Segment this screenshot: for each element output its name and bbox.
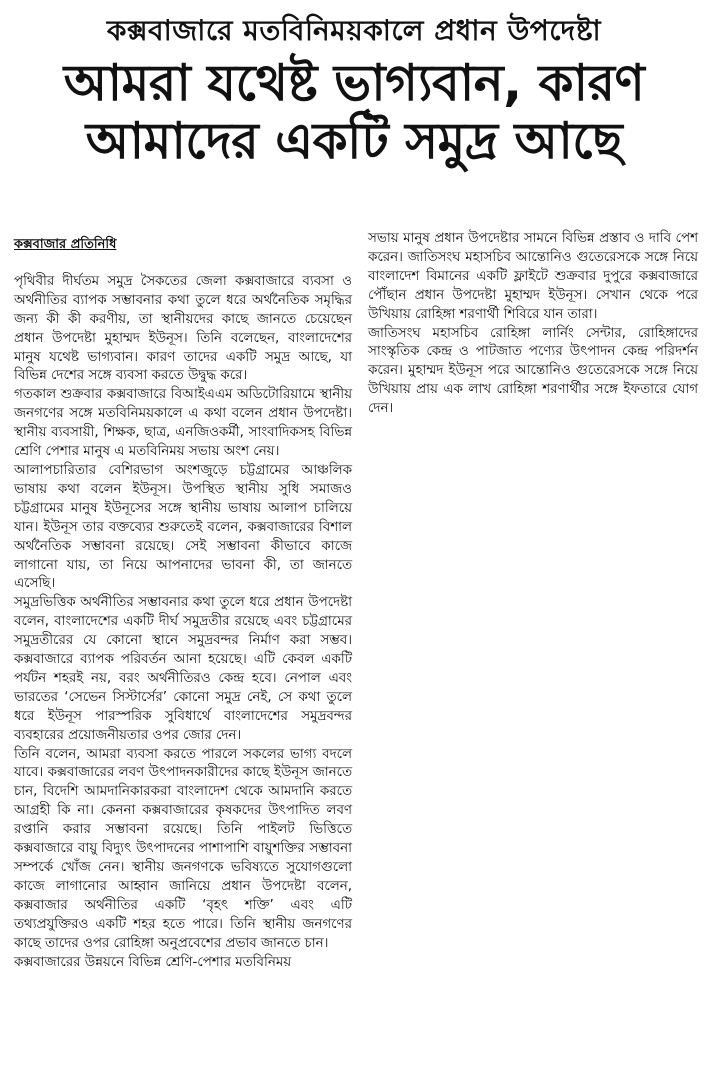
headline-line-1: আমরা যথেষ্ট ভাগ্যবান, কারণ bbox=[63, 54, 645, 112]
main-headline bbox=[6, 54, 702, 170]
paragraph: জাতিসংঘ মহাসচিব রোহিঙ্গা লার্নিং সেন্টার, রোহিঙ্গাদের সাংস্কৃতিক কেন্দ্র ও পাটজাত পণ্যের উৎপাদন কেন্দ্র পরিদর্শন করেন। মুহাম্মদ ইউনূস পরে আন্তোনিও গুতেরেসকে সঙ্গে নিয়ে উখিয়ায় প্রায় এক লাখ রোহিঙ্গা শরণার্থীর সঙ্গে ইফতারে যোগ দেন। bbox=[368, 325, 698, 417]
paragraph: সমুদ্রভিত্তিক অর্থনীতির সম্ভাবনার কথা তুলে ধরে প্রধান উপদেষ্টা বলেন, বাংলাদেশের একটি দীর্ঘ সমুদ্রতীর রয়েছে এবং চট্টগ্রামের সমুদ্রতীরের যে কোনো স্থানে সমুদ্রবন্দর নির্মাণ করা সম্ভব। কক্সবাজারে ব্যাপক পরিবর্তন আনা হয়েছে। এটি কেবল একটি পর্যটন শহরই নয়, বরং অর্থনীতিরও কেন্দ্র হবে। নেপাল এবং ভারতের ‘সেভেন সিস্টার্সের’ কোনো সমুদ্র নেই, সে কথা তুলে ধরে ইউনূস পারস্পরিক সুবিধার্থে বাংলাদেশের সমুদ্রবন্দর ব্যবহারের প্রয়োজনীয়তার ওপর জোর দেন। bbox=[14, 595, 352, 743]
paragraph: আলাপচারিতার বেশিরভাগ অংশজুড়ে চট্টগ্রামের আঞ্চলিক ভাষায় কথা বলেন ইউনূস। উপস্থিত স্থানীয় সুধি সমাজও চট্টগ্রামের মানুষ ইউনূসের সঙ্গে স্থানীয় ভাষায় আলাপ চালিয়ে যান। ইউনূস তার বক্তব্যের শুরুতেই বলেন, কক্সবাজারের বিশাল অর্থনৈতিক সম্ভাবনা রয়েছে। সেই সম্ভাবনা কীভাবে কাজে লাগানো যায়, তা নিয়ে আপনাদের ভাবনা কী, তা জানতে এসেছি। bbox=[14, 462, 352, 592]
paragraph: পৃথিবীর দীর্ঘতম সমুদ্র সৈকতের জেলা কক্সবাজারে ব্যবসা ও অর্থনীতির ব্যাপক সম্ভাবনার কথা তুলে ধরে অর্থনৈতিক সমৃদ্ধির জন্য কী কী করণীয়, তা স্থানীয়দের কাছে জানতে চেয়েছেন প্রধান উপদেষ্টা মুহাম্মদ ইউনূস। তিনি বলেছেন, বাংলাদেশের মানুষ যথেষ্ট ভাগ্যবান। কারণ তাদের একটি সমুদ্র আছে, যা বিভিন্ন দেশের সঙ্গে ব্যবসা করতে উদ্বুদ্ধ করে। bbox=[14, 273, 352, 384]
kicker-headline: কক্সবাজারে মতবিনিময়কালে প্রধান উপদেষ্টা bbox=[106, 14, 602, 47]
paragraph: গতকাল শুক্রবার কক্সবাজারে বিআইএএম অডিটোরিয়ামে স্থানীয় জনগণের সঙ্গে মতবিনিময়কালে এ কথা বলেন প্রধান উপদেষ্টা। স্থানীয় ব্যবসায়ী, শিক্ষক, ছাত্র, এনজিওকর্মী, সাংবাদিকসহ বিভিন্ন শ্রেণি পেশার মানুষ এ মতবিনিময় সভায় অংশ নেয়। bbox=[14, 387, 352, 460]
headline-line-2: আমাদের একটি সমুদ্র আছে bbox=[85, 112, 623, 170]
paragraph: সভায় মানুষ প্রধান উপদেষ্টার সামনে বিভিন্ন প্রস্তাব ও দাবি পেশ করেন। জাতিসংঘ মহাসচিব আন্তোনিও গুতেরেসকে সঙ্গে নিয়ে বাংলাদেশ বিমানের একটি ফ্লাইটে শুক্রবার দুপুরে কক্সবাজারে পৌঁছান প্রধান উপদেষ্টা মুহাম্মদ ইউনূস। সেখান থেকে পরে উখিয়ায় রোহিঙ্গা শরণার্থী শিবিরে যান তারা। bbox=[368, 231, 698, 322]
article-column-right bbox=[368, 230, 698, 419]
paragraph: তিনি বলেন, আমরা ব্যবসা করতে পারলে সকলের ভাগ্য বদলে যাবে। কক্সবাজারের লবণ উৎপাদনকারীদের কাছে ইউনূস জানতে চান, বিদেশি আমদানিকারকরা বাংলাদেশ থেকে আমদানি করতে আগ্রহী কি না। কেননা কক্সবাজারের কৃষকদের উৎপাদিত লবণ রপ্তানি করার সম্ভাবনা রয়েছে। তিনি পাইলট ভিত্তিতে কক্সবাজারে বায়ু বিদ্যুৎ উৎপাদনের পাশাপাশি বায়ুশক্তির সম্ভাবনা সম্পর্কে খোঁজ নেন। স্থানীয় জনগণকে ভবিষ্যতে সুযোগগুলো কাজে লাগানোর আহ্বান জানিয়ে প্রধান উপদেষ্টা বলেন, কক্সবাজার অর্থনীতির একটি ‘বৃহৎ শক্তি’ এবং এটি তথ্যপ্রযুক্তিরও একটি শহর হতে পারে। তিনি স্থানীয় জনগণের কাছে তাদের ওপর রোহিঙ্গা অনুপ্রবেশের প্রভাব জানতে চান। bbox=[14, 746, 352, 951]
byline: কক্সবাজার প্রতিনিধি bbox=[14, 237, 117, 252]
article-column-left bbox=[14, 236, 352, 972]
paragraph: কক্সবাজারের উন্নয়নে বিভিন্ন শ্রেণি-পেশার মতবিনিময় bbox=[14, 954, 292, 970]
